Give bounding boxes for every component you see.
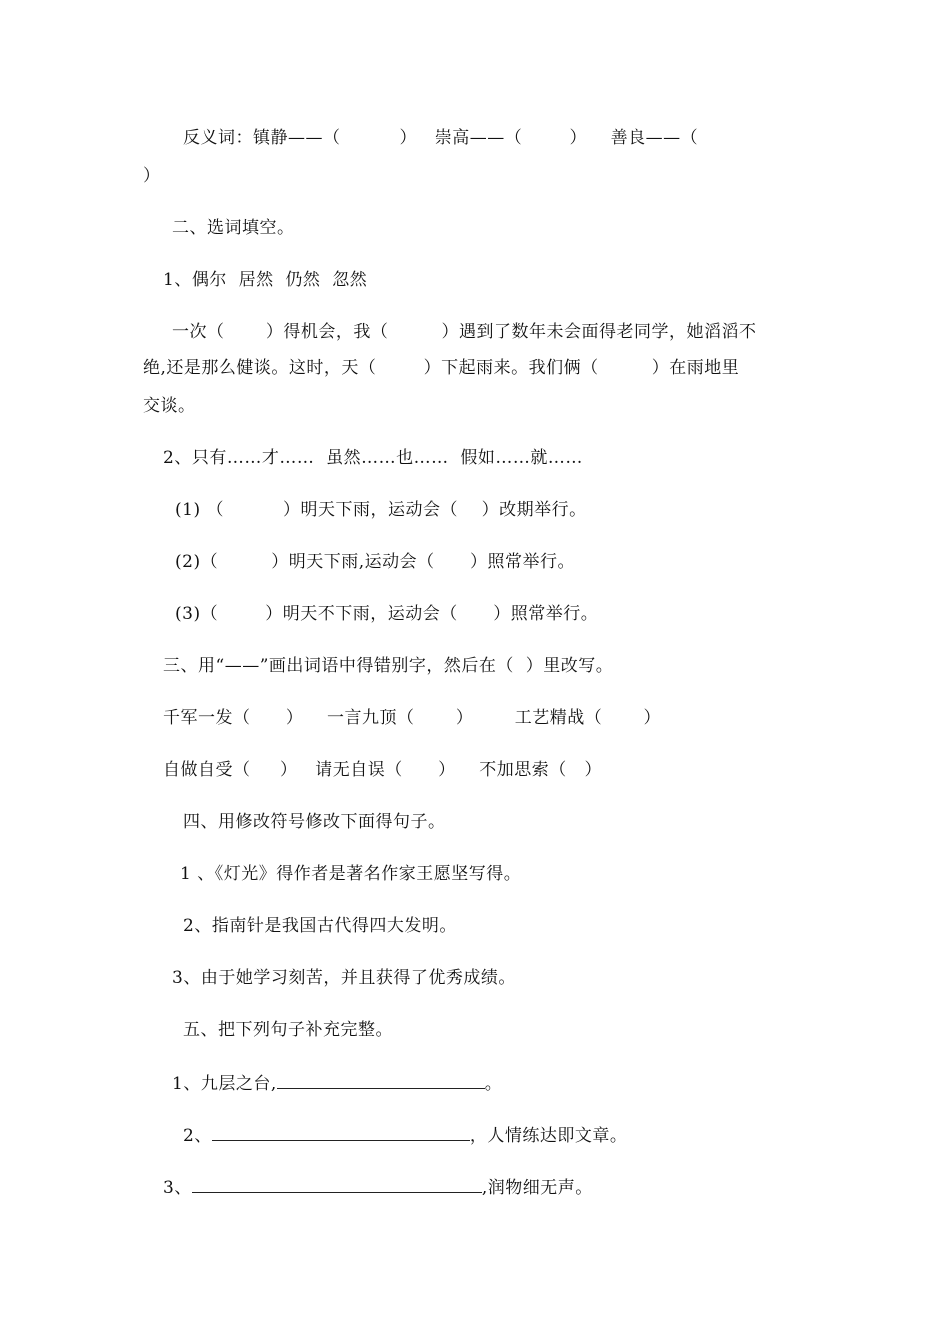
complete-sentence-3-suffix: ,润物细无声。 (481, 1178, 593, 1198)
section-heading-3: 三、用“——”画出词语中得错别字，然后在（ ）里改写。 (163, 656, 614, 676)
answer-blank-3[interactable] (192, 1174, 482, 1193)
section-heading-4: 四、用修改符号修改下面得句子。 (183, 812, 446, 832)
question-item-2: (2)（ ）明天下雨,运动会（ ）照常举行。 (175, 552, 576, 572)
complete-sentence-1-prefix: 1、九层之台, (172, 1074, 277, 1094)
complete-sentence-1 (172, 1070, 502, 1096)
complete-sentence-2-suffix: ，人情练达即文章。 (469, 1126, 628, 1146)
paragraph-line-2: 绝,还是那么健谈。这时，天（ ）下起雨来。我们俩（ ）在雨地里 (143, 358, 740, 378)
section-heading-5: 五、把下列句子补充完整。 (183, 1020, 393, 1040)
word-choices-2: 2、只有……才…… 虽然……也…… 假如……就…… (163, 448, 583, 468)
answer-blank-2[interactable] (212, 1122, 470, 1141)
answer-blank-1[interactable] (277, 1070, 485, 1089)
question-item-1: (1) （ ）明天下雨，运动会（ ）改期举行。 (175, 500, 587, 520)
paragraph-line-3: 交谈。 (143, 396, 196, 416)
complete-sentence-3-prefix: 3、 (163, 1178, 192, 1198)
typo-row-2: 自做自受（ ） 请无自误（ ） 不加思索（ ） (163, 760, 602, 780)
complete-sentence-3 (163, 1174, 593, 1200)
typo-row-1: 千军一发（ ） 一言九顶（ ） 工艺精战（ ） (163, 708, 662, 728)
revise-sentence-1: 1 、《灯光》得作者是著名作家王愿坚写得。 (180, 864, 522, 884)
paragraph-line-1: 一次（ ）得机会，我（ ）遇到了数年未会面得老同学，她滔滔不 (172, 322, 757, 342)
complete-sentence-2-prefix: 2、 (183, 1126, 212, 1146)
question-item-3: (3)（ ）明天不下雨，运动会（ ）照常举行。 (175, 604, 599, 624)
revise-sentence-3: 3、由于她学习刻苦，并且获得了优秀成绩。 (172, 968, 516, 988)
word-choices-1: 1、偶尔 居然 仍然 忽然 (163, 270, 368, 290)
text-line-antonyms: 反义词：镇静——（ ） 崇高——（ ） 善良——（ (183, 128, 699, 148)
revise-sentence-2: 2、指南针是我国古代得四大发明。 (183, 916, 457, 936)
complete-sentence-1-suffix: 。 (484, 1074, 503, 1094)
section-heading-2: 二、选词填空。 (172, 218, 295, 238)
complete-sentence-2 (183, 1122, 627, 1148)
text-line-antonyms-cont: ） (143, 166, 161, 186)
